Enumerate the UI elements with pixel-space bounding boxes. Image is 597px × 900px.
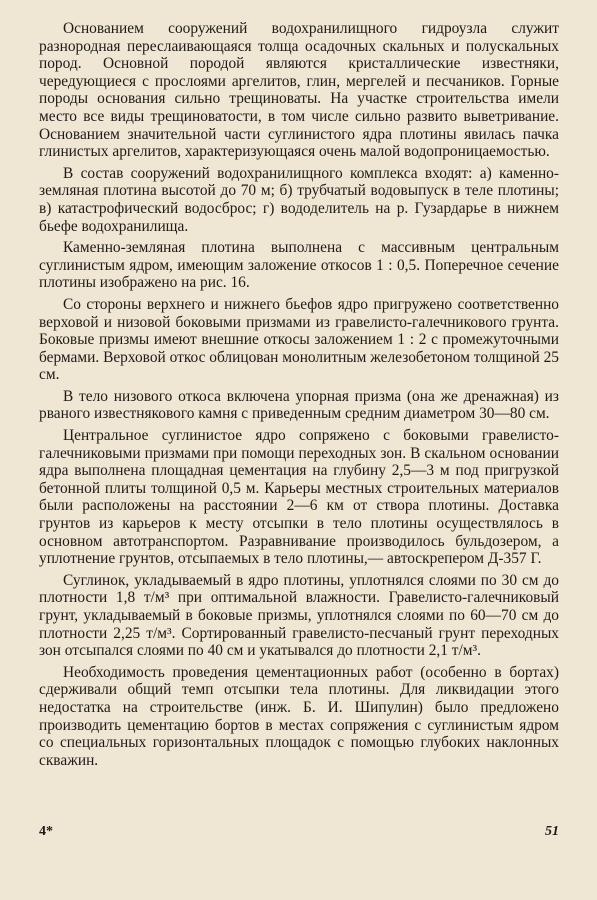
paragraph: Со стороны верхнего и нижнего бьефов ядро пригружено соответственно верховой и низовой боковыми призмами из гравелисто-галечникового грунта. Боковые призмы имеют внешние откосы заложением 1 : 2 с промежуточными бермами. Верховой откос облицован монолитным железобетоном толщиной 25 см. (39, 295, 559, 384)
paragraph: В состав сооружений водохранилищного комплекса входят: а) каменно-земляная плотина высотой до 70 м; б) трубчатый водовыпуск в теле плотины; в) катастрофический водосброс; г) вододелитель на р. Гузардарье в нижнем бьефе водохранилища. (39, 164, 559, 235)
body-text (39, 20, 559, 773)
paragraph: Основанием сооружений водохранилищного гидроузла служит разнородная переслаивающаяся толща осадочных скальных и полускальных пород. Основной породой являются кристаллические известняки, чередующиеся с прослоями аргелитов, глин, мергелей и песчаников. Горные породы основания сильно трещиноваты. На участке строительства имели место все виды трещиноватости, в том числе сильно развито выветривание. Основанием значительной части суглинистого ядра плотины явилась пачка глинистых аргелитов, характеризующаяся очень малой водопроницаемостью. (39, 20, 559, 161)
signature-mark: 4* (39, 824, 53, 839)
paragraph: В тело низового откоса включена упорная призма (она же дренажная) из рваного известнякового камня с приведенным средним диаметром 30—80 см. (39, 387, 559, 423)
page-footer (39, 824, 559, 846)
paragraph: Суглинок, укладываемый в ядро плотины, уплотнялся слоями по 30 см до плотности 1,8 т/м³ при оптимальной влажности. Гравелисто-галечниковый грунт, укладываемый в боковые призмы, уплотнялся слоями по 60—70 см до плотности 2,25 т/м³. Сортированный гравелисто-песчаный грунт переходных зон отсыпался слоями по 40 см и укатывался до плотности 2,1 т/м³. (39, 571, 559, 660)
page-number: 51 (545, 824, 559, 839)
paragraph: Каменно-земляная плотина выполнена с массивным центральным суглинистым ядром, имеющим заложение откосов 1 : 0,5. Поперечное сечение плотины изображено на рис. 16. (39, 239, 559, 292)
paragraph: Необходимость проведения цементационных работ (особенно в бортах) сдерживали общий темп отсыпки тела плотины. Для ликвидации этого недостатка на строительстве (инж. Б. И. Шипулин) было предложено производить цементацию бортов в местах сопряжения с суглинистым ядром со специальных горизонтальных площадок с помощью глубоких наклонных скважин. (39, 663, 559, 769)
paragraph: Центральное суглинистое ядро сопряжено с боковыми гравелисто-галечниковыми призмами при помощи переходных зон. В скальном основании ядра выполнена площадная цементация на глубину 2,5—3 м под пригрузкой бетонной плиты толщиной 0,5 м. Карьеры местных строительных материалов были расположены на расстоянии 2—6 км от створа плотины. Доставка грунтов из карьеров к месту отсыпки в тело плотины осуществлялось в основном автотранспортом. Разравнивание производилось бульдозером, а уплотнение грунтов, отсыпаемых в тело плотины,— автоскрепером Д-357 Г. (39, 427, 559, 568)
